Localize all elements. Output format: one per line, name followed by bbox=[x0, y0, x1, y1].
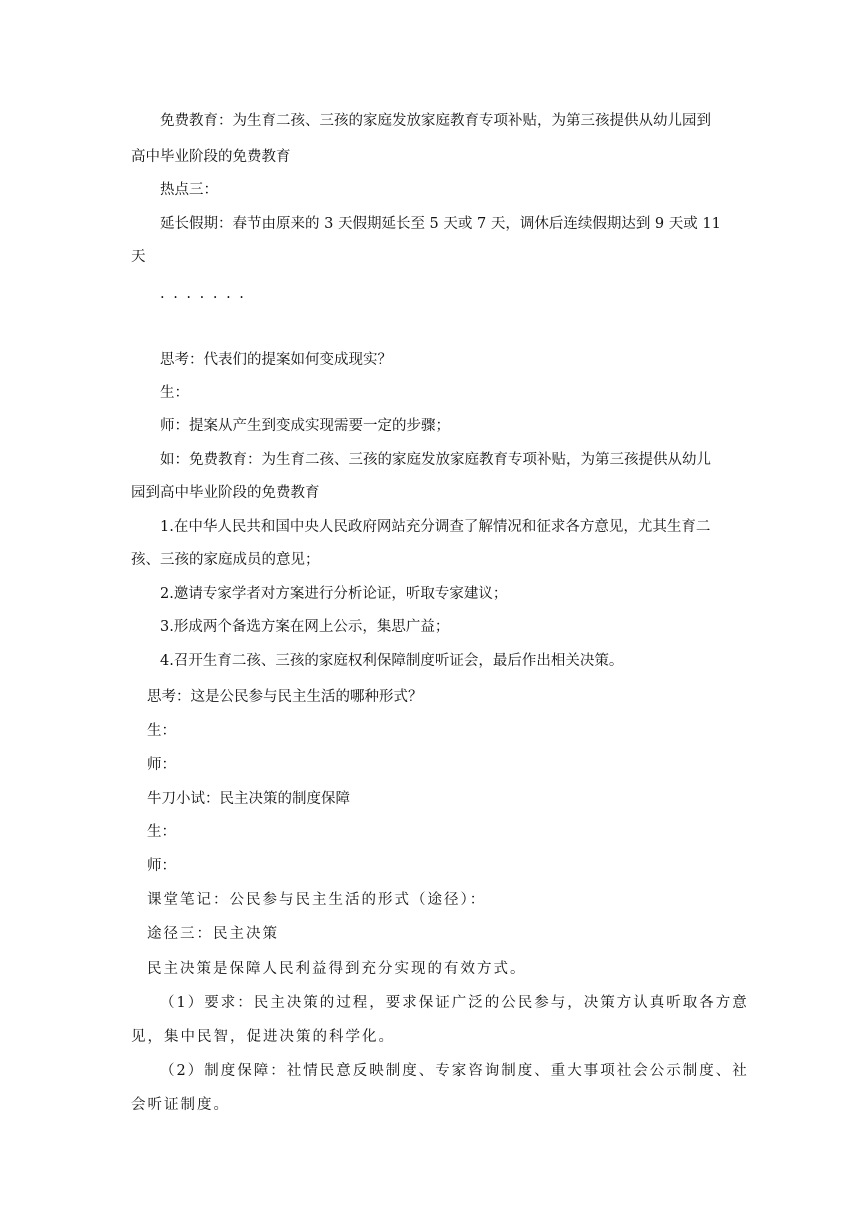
text-line: 生： bbox=[147, 723, 176, 739]
text-line: 1.在中华人民共和国中央人民政府网站充分调查了解情况和征求各方意见，尤其生育二 bbox=[160, 519, 711, 535]
text-line: 课堂笔记：公民参与民主生活的形式（途径）： bbox=[147, 892, 487, 908]
text-line: 民主决策是保障人民利益得到充分实现的有效方式。 bbox=[147, 961, 527, 977]
text-line: 思考：代表们的提案如何变成现实？ bbox=[160, 352, 392, 368]
text-line: 4.召开生育二孩、三孩的家庭权利保障制度听证会，最后作出相关决策。 bbox=[160, 653, 624, 669]
text-line: （2）制度保障：社情民意反映制度、专家咨询制度、重大事项社会公示制度、社 bbox=[160, 1063, 749, 1079]
text-line: 孩、三孩的家庭成员的意见； bbox=[131, 552, 320, 568]
ellipsis-line: . . . . . . . bbox=[160, 286, 246, 302]
text-line: 免费教育：为生育二孩、三孩的家庭发放家庭教育专项补贴，为第三孩提供从幼儿园到 bbox=[160, 113, 711, 129]
text-line: 高中毕业阶段的免费教育 bbox=[131, 149, 291, 165]
text-line: 生： bbox=[160, 385, 189, 401]
text-line: 如：免费教育：为生育二孩、三孩的家庭发放家庭教育专项补贴，为第三孩提供从幼儿 bbox=[160, 452, 711, 468]
text-line: 师： bbox=[147, 757, 176, 773]
text-line: （1）要求：民主决策的过程，要求保证广泛的公民参与，决策方认真听取各方意 bbox=[160, 995, 749, 1011]
text-line: 师：提案从产生到变成实现需要一定的步骤； bbox=[160, 418, 450, 434]
text-line: 2.邀请专家学者对方案进行分析论证，听取专家建议； bbox=[160, 586, 508, 602]
text-line: 热点三： bbox=[160, 182, 218, 198]
text-line: 延长假期：春节由原来的 3 天假期延长至 5 天或 7 天，调休后连续假期达到 9 天或 11 bbox=[160, 216, 721, 232]
text-line: 思考：这是公民参与民主生活的哪种形式？ bbox=[147, 689, 423, 705]
text-line: 牛刀小试：民主决策的制度保障 bbox=[147, 791, 350, 807]
text-line: 天 bbox=[131, 249, 146, 265]
text-line: 师： bbox=[147, 858, 176, 874]
text-line: 3.形成两个备选方案在网上公示，集思广益； bbox=[160, 619, 450, 635]
text-line: 会听证制度。 bbox=[131, 1097, 230, 1113]
text-line: 园到高中毕业阶段的免费教育 bbox=[131, 485, 320, 501]
text-line: 生： bbox=[147, 824, 176, 840]
text-line: 途径三：民主决策 bbox=[147, 926, 279, 942]
text-line: 见，集中民智，促进决策的科学化。 bbox=[131, 1029, 395, 1045]
